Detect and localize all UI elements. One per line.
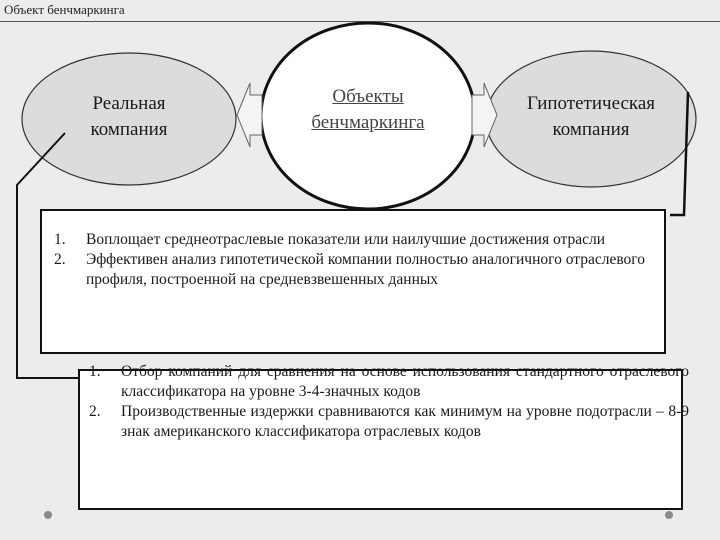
real-company-list [89,362,689,442]
real-company-label: Реальная компания [90,93,168,140]
corner-dot-icon [44,511,52,519]
list-item: 2. Эффективен анализ гипотетической компании полностью аналогичного отраслевого профиля, построенной на средневзвешенных данных [54,251,646,288]
hypothetical-company-label: Гипотетическая компания [526,93,656,140]
corner-dot-icon [665,511,673,519]
hypothetical-company-list [54,230,692,290]
left-arrow-icon [237,83,262,147]
list-item: 1. Отбор компаний для сравнения на основе использования стандартного отраслевого классификатора на уровне 3-4-значных кодов [89,363,689,400]
list-item: 2. Производственные издержки сравниваются как минимум на уровне подотрасли – 8-9 знак американского классификатора отраслевых кодов [89,403,689,440]
benchmark-objects-label: Объекты бенчмаркинга [311,86,425,133]
slide-title: Объект бенчмаркинга [4,2,125,17]
list-item: 1. Воплощает среднеотраслевые показатели или наилучшие достижения отрасли [54,231,606,248]
